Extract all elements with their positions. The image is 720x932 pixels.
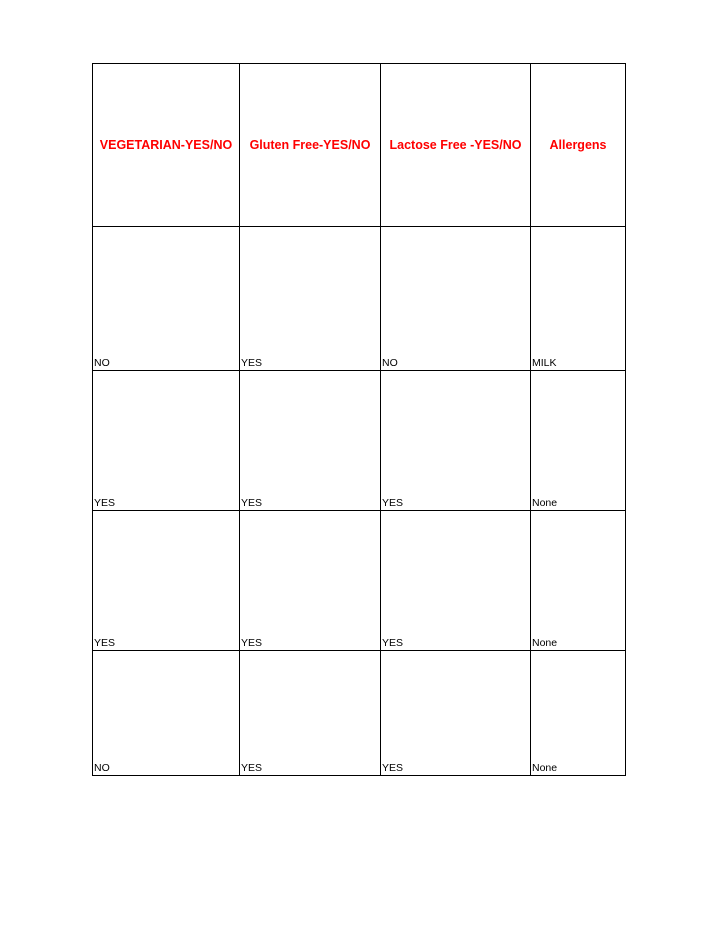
cell-lactose-free: YES — [381, 651, 531, 776]
header-lactose-free: Lactose Free -YES/NO — [381, 64, 531, 227]
cell-allergens: None — [531, 651, 626, 776]
cell-gluten-free: YES — [240, 511, 381, 651]
cell-lactose-free: YES — [381, 371, 531, 511]
table-row — [93, 651, 626, 776]
cell-lactose-free: YES — [381, 511, 531, 651]
header-vegetarian: VEGETARIAN-YES/NO — [93, 64, 240, 227]
cell-gluten-free: YES — [240, 651, 381, 776]
cell-allergens: MILK — [531, 227, 626, 371]
cell-lactose-free: NO — [381, 227, 531, 371]
header-row — [93, 64, 626, 227]
cell-gluten-free: YES — [240, 227, 381, 371]
cell-vegetarian: NO — [93, 651, 240, 776]
cell-allergens: None — [531, 511, 626, 651]
header-allergens: Allergens — [531, 64, 626, 227]
cell-gluten-free: YES — [240, 371, 381, 511]
cell-vegetarian: YES — [93, 511, 240, 651]
table-row — [93, 511, 626, 651]
cell-vegetarian: YES — [93, 371, 240, 511]
cell-vegetarian: NO — [93, 227, 240, 371]
table-row — [93, 227, 626, 371]
allergen-table — [92, 63, 626, 776]
header-gluten-free: Gluten Free-YES/NO — [240, 64, 381, 227]
table-row — [93, 371, 626, 511]
cell-allergens: None — [531, 371, 626, 511]
